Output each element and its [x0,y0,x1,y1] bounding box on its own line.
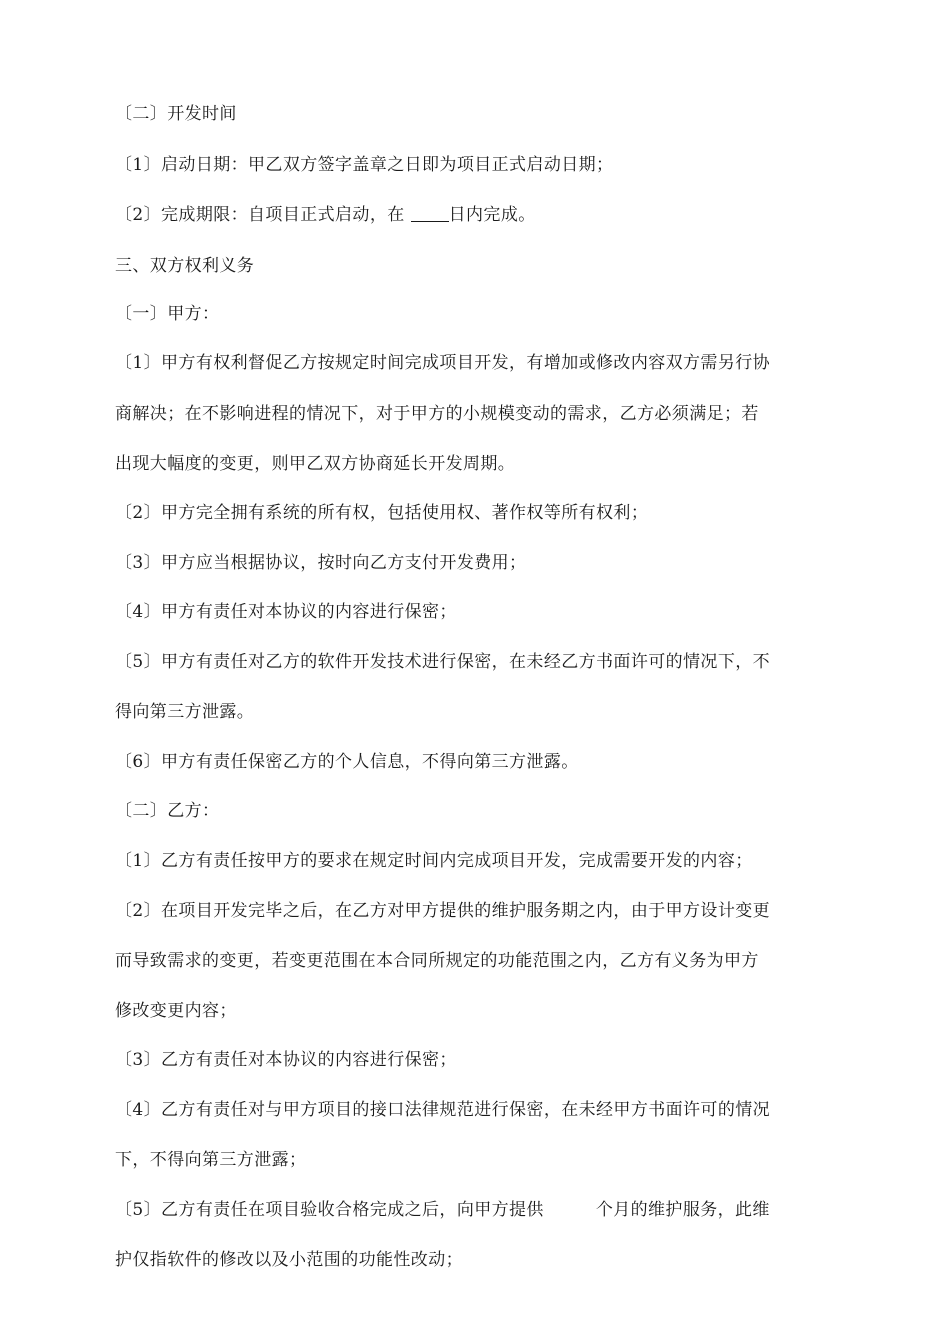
section-heading-rights: 三、双方权利义务 [115,256,255,276]
subheading-party-a: 〔一〕甲方： [115,304,220,324]
days-blank [411,205,449,222]
clause-b1: 〔1〕乙方有责任按甲方的要求在规定时间内完成项目开发，完成需要开发的内容； [115,851,753,871]
clause-a3: 〔3〕甲方应当根据协议，按时向乙方支付开发费用； [115,553,527,573]
clause-b4-line2: 下，不得向第三方泄露； [115,1150,307,1170]
clause-a1-line3: 出现大幅度的变更，则甲乙双方协商延长开发周期。 [115,454,516,474]
clause-b4-line1: 〔4〕乙方有责任对与甲方项目的接口法律规范进行保密，在未经甲方书面许可的情况 [115,1100,771,1120]
clause-b5-text-end: 个月的维护服务，此维 [595,1200,770,1220]
clause-a1-line2: 商解决；在不影响进程的情况下，对于甲方的小规模变动的需求，乙方必须满足；若 [115,404,759,424]
clause-b5-line1 [115,1199,840,1221]
clause-b5-text: 〔5〕乙方有责任在项目验收合格完成之后，向甲方提供 [115,1200,544,1220]
clause-a4: 〔4〕甲方有责任对本协议的内容进行保密； [115,602,457,622]
clause-deadline-text-end: 日内完成。 [448,205,536,225]
clause-a5-line1: 〔5〕甲方有责任对乙方的软件开发技术进行保密，在未经乙方书面许可的情况下，不 [115,652,771,672]
subheading-party-b: 〔二〕乙方： [115,801,220,821]
clause-b2-line3: 修改变更内容； [115,1001,237,1021]
clause-a1-line1: 〔1〕甲方有权利督促乙方按规定时间完成项目开发，有增加或修改内容双方需另行协 [115,353,771,373]
clause-b5-line2: 护仅指软件的修改以及小范围的功能性改动； [115,1250,463,1270]
clause-a2: 〔2〕甲方完全拥有系统的所有权，包括使用权、著作权等所有权利； [115,503,649,523]
clause-deadline [115,204,840,226]
section-heading-dev-time: 〔二〕开发时间 [115,104,237,124]
clause-b3: 〔3〕乙方有责任对本协议的内容进行保密； [115,1050,457,1070]
clause-b2-line2: 而导致需求的变更，若变更范围在本合同所规定的功能范围之内，乙方有义务为甲方 [115,951,759,971]
clause-deadline-text: 〔2〕完成期限：自项目正式启动，在 [115,205,405,225]
clause-b2-line1: 〔2〕在项目开发完毕之后，在乙方对甲方提供的维护服务期之内，由于甲方设计变更 [115,901,771,921]
clause-a6: 〔6〕甲方有责任保密乙方的个人信息，不得向第三方泄露。 [115,752,579,772]
clause-a5-line2: 得向第三方泄露。 [115,702,255,722]
clause-start-date: 〔1〕启动日期：甲乙双方签字盖章之日即为项目正式启动日期； [115,155,614,175]
